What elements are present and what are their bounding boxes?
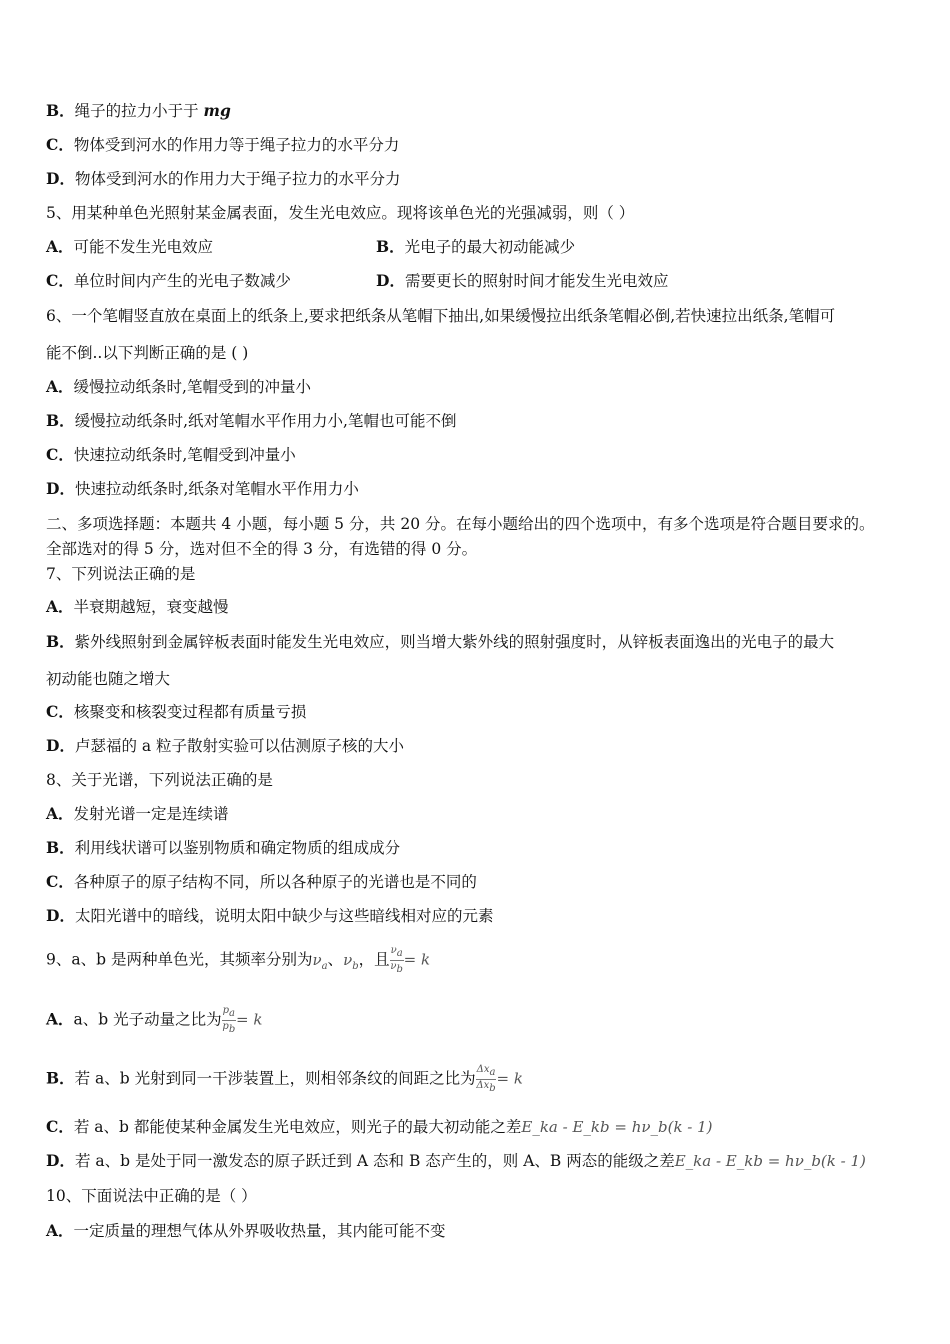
option-text: 可能不发生光电效应 — [73, 238, 214, 256]
option-text: 若 a、b 光射到同一干涉装置上，则相邻条纹的间距之比为 — [74, 1069, 476, 1088]
option-text: 各种原子的原子结构不同，所以各种原子的光谱也是不同的 — [73, 873, 477, 891]
option-9a — [46, 1005, 262, 1036]
option-7b — [46, 631, 834, 653]
question-6-line2: 能不倒..以下判断正确的是 ( ) — [46, 344, 249, 362]
option-letter: B． — [46, 632, 75, 651]
option-9b — [46, 1064, 523, 1095]
option-text: 物体受到河水的作用力等于绳子拉力的水平分力 — [73, 136, 400, 154]
option-9c — [46, 1116, 713, 1138]
option-letter: A． — [46, 377, 74, 396]
option-text: 单位时间内产生的光电子数减少 — [73, 272, 291, 290]
option-9d — [46, 1150, 866, 1172]
nu-subscript: a — [321, 960, 328, 972]
option-letter: A． — [46, 597, 74, 616]
option-letter: C． — [46, 135, 74, 154]
fraction-nu: $\frac{\nu_a}{\nu_b}$ — [390, 945, 403, 975]
option-letter: D． — [46, 169, 75, 188]
option-letter: B． — [46, 101, 75, 120]
section-2-heading-line1: 二、多项选择题：本题共 4 小题，每小题 5 分，共 20 分。在每小题给出的四个选项中，有多个选项是符合题目要求的。 — [46, 515, 875, 533]
question-text: 9、a、b 是两种单色光，其频率分别为 — [46, 950, 313, 969]
option-text: 核聚变和核裂变过程都有质量亏损 — [73, 703, 307, 721]
option-text: 太阳光谱中的暗线，说明太阳中缺少与这些暗线相对应的元素 — [74, 907, 494, 925]
question-7: 7、下列说法正确的是 — [46, 565, 196, 583]
option-l03 — [46, 168, 400, 190]
option-5d — [376, 270, 668, 292]
option-7a — [46, 596, 229, 618]
option-letter: D． — [46, 479, 75, 498]
option-8d — [46, 905, 493, 927]
option-8b — [46, 837, 400, 859]
fraction-dx: $\frac{\Delta x_a}{\Delta x_b}$ — [476, 1064, 496, 1094]
nu-symbol: ν — [343, 950, 353, 969]
option-letter: D． — [46, 1151, 75, 1170]
option-6c — [46, 444, 296, 466]
option-7c — [46, 701, 306, 723]
option-text: 缓慢拉动纸条时,笔帽受到的冲量小 — [73, 378, 311, 396]
question-10: 10、下面说法中正确的是（ ） — [46, 1187, 257, 1205]
option-l02 — [46, 134, 399, 156]
option-text: 光电子的最大初动能减少 — [404, 238, 576, 256]
option-text: a、b 光子动量之比为 — [73, 1010, 222, 1029]
option-10a — [46, 1220, 446, 1242]
nu-a — [312, 950, 328, 972]
question-5: 5、用某种单色光照射某金属表面，发生光电效应。现将该单色光的光强减弱，则（ ） — [46, 204, 635, 222]
option-text: 缓慢拉动纸条时,纸对笔帽水平作用力小,笔帽也可能不倒 — [74, 412, 457, 430]
option-letter: C． — [46, 445, 74, 464]
option-text: 快速拉动纸条时,笔帽受到冲量小 — [73, 446, 296, 464]
nu-subscript: b — [352, 960, 359, 972]
option-text: 紫外线照射到金属锌板表面时能发生光电效应，则当增大紫外线的照射强度时，从锌板表面逸出的光电子的最大 — [74, 633, 835, 651]
section-2-heading-line2: 全部选对的得 5 分，选对但不全的得 3 分，有选错的得 0 分。 — [46, 540, 478, 558]
equation-rhs: = k — [496, 1069, 523, 1088]
option-text: 绳子的拉力小于于 — [74, 102, 204, 120]
option-letter: A． — [46, 1221, 74, 1240]
option-8c — [46, 871, 477, 893]
option-letter: A． — [46, 1009, 74, 1029]
option-text: 需要更长的照射时间才能发生光电效应 — [404, 272, 669, 290]
nu-symbol: ν — [312, 950, 322, 969]
option-letter: B． — [46, 1068, 75, 1088]
question-text: ，且 — [358, 950, 390, 969]
option-text: 若 a、b 都能使某种金属发生光电效应，则光子的最大初动能之差 — [73, 1118, 522, 1136]
option-letter: A． — [46, 804, 74, 823]
option-l01 — [46, 100, 231, 122]
fraction-p: $\frac{p_a}{p_b}$ — [222, 1005, 236, 1035]
question-6-line1: 6、一个笔帽竖直放在桌面上的纸条上,要求把纸条从笔帽下抽出,如果缓慢拉出纸条笔帽必倒,若快速拉出纸条,笔帽可 — [46, 307, 836, 325]
option-letter: C． — [46, 271, 74, 290]
energy-expression: E_ka - E_kb = hν_b(k - 1) — [521, 1118, 713, 1136]
option-5a — [46, 236, 213, 258]
option-letter: B． — [46, 838, 75, 857]
separator: 、 — [327, 950, 344, 969]
option-text: 若 a、b 是处于同一激发态的原子跃迁到 A 态和 B 态产生的，则 A、B 两态的能级之差 — [74, 1152, 675, 1170]
option-letter: C． — [46, 1117, 74, 1136]
energy-expression: E_ka - E_kb = hν_b(k - 1) — [674, 1152, 866, 1170]
option-letter: B． — [46, 411, 75, 430]
equation-rhs: = k — [236, 1010, 263, 1029]
option-6d — [46, 478, 359, 500]
option-text: 快速拉动纸条时,纸条对笔帽水平作用力小 — [74, 480, 359, 498]
option-6a — [46, 376, 311, 398]
equation-rhs: = k — [403, 950, 431, 969]
question-9 — [46, 945, 430, 978]
option-text: 一定质量的理想气体从外界吸收热量，其内能可能不变 — [73, 1222, 446, 1240]
option-letter: C． — [46, 872, 74, 891]
option-7d — [46, 735, 404, 757]
option-6b — [46, 410, 456, 432]
option-5c — [46, 270, 291, 292]
option-text: 物体受到河水的作用力大于绳子拉力的水平分力 — [74, 170, 401, 188]
option-text: 半衰期越短，衰变越慢 — [73, 598, 229, 616]
option-letter: D． — [376, 271, 405, 290]
option-8a — [46, 803, 229, 825]
option-text: 利用线状谱可以鉴别物质和确定物质的组成成分 — [74, 839, 401, 857]
option-letter: C． — [46, 702, 74, 721]
option-letter: B． — [376, 237, 405, 256]
option-letter: A． — [46, 237, 74, 256]
option-math: mg — [203, 101, 231, 120]
question-8: 8、关于光谱，下列说法正确的是 — [46, 771, 273, 789]
option-5b — [376, 236, 575, 258]
option-text: 发射光谱一定是连续谱 — [73, 805, 229, 823]
nu-b — [343, 950, 359, 972]
option-letter: D． — [46, 736, 75, 755]
option-text: 卢瑟福的 a 粒子散射实验可以估测原子核的大小 — [74, 737, 405, 755]
option-letter: D． — [46, 906, 75, 925]
option-7b-line2: 初动能也随之增大 — [46, 670, 171, 688]
